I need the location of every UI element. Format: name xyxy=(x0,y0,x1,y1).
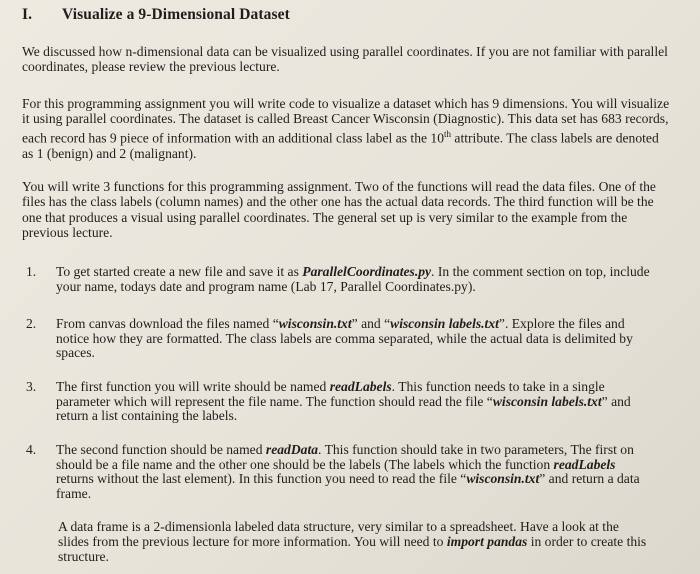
list-text: The first function you will write should be named readLabels. This function needs to take in a single parameter which will represent the file name. The function should read the file “wisconsin labels.txt” and return a list containing the labels. xyxy=(56,379,631,424)
data-frame-note: A data frame is a 2-dimensionla labeled data structure, very similar to a spreadsheet. Have a look at the slides from the previous lecture for more information. You will need to import pandas in order to create this structure. xyxy=(58,519,647,564)
section-number: I. xyxy=(22,6,33,23)
list-number: 1. xyxy=(26,264,37,279)
functions-paragraph: You will write 3 functions for this programming assignment. Two of the functions will read the data files. One of the files has the class labels (column names) and the other one has the actual data records. The third function will be the one that produces a visual using parallel coordinates. The general set up is very similar to the example from the previous lecture. xyxy=(22,179,656,241)
list-number: 4. xyxy=(26,442,37,457)
list-text: From canvas download the files named “wisconsin.txt” and “wisconsin labels.txt”. Explore the files and notice how they are formatted. The class labels are comma separated, while the actual data is delimited by spaces. xyxy=(56,316,633,361)
assignment-paragraph: For this programming assignment you will write code to visualize a dataset which has 9 dimensions. You will visualize it using parallel coordinates. The dataset is called Breast Cancer Wisconsin (Diagnostic). This data set has 683 records, each record has 9 piece of information with an additional class label as the 10th attribute. The class labels are denoted as 1 (benign) and 2 (malignant). xyxy=(22,96,670,161)
list-item-3 xyxy=(26,380,656,424)
list-text: The second function should be named readData. This function should take in two parameters, The first on should be a file name and the other one should be the labels (The labels which the function readLabels returns without the last element). In this function you need to read the file “wisconsin.txt” and return a data frame. xyxy=(56,442,640,501)
list-number: 3. xyxy=(26,379,37,394)
list-text: To get started create a new file and save it as ParallelCoordinates.py. In the comment section on top, include your name, todays date and program name (Lab 17, Parallel Coordinates.py). xyxy=(56,264,650,294)
list-number: 2. xyxy=(26,316,37,331)
section-heading xyxy=(22,6,290,24)
section-title: Visualize a 9-Dimensional Dataset xyxy=(62,6,290,23)
intro-paragraph: We discussed how n-dimensional data can be visualized using parallel coordinates. If you are not familiar with parallel coordinates, please review the previous lecture. xyxy=(22,44,668,75)
list-item-2 xyxy=(26,317,656,361)
superscript-th: th xyxy=(444,128,452,139)
list-item-4 xyxy=(26,443,656,501)
list-item-1 xyxy=(26,265,656,294)
